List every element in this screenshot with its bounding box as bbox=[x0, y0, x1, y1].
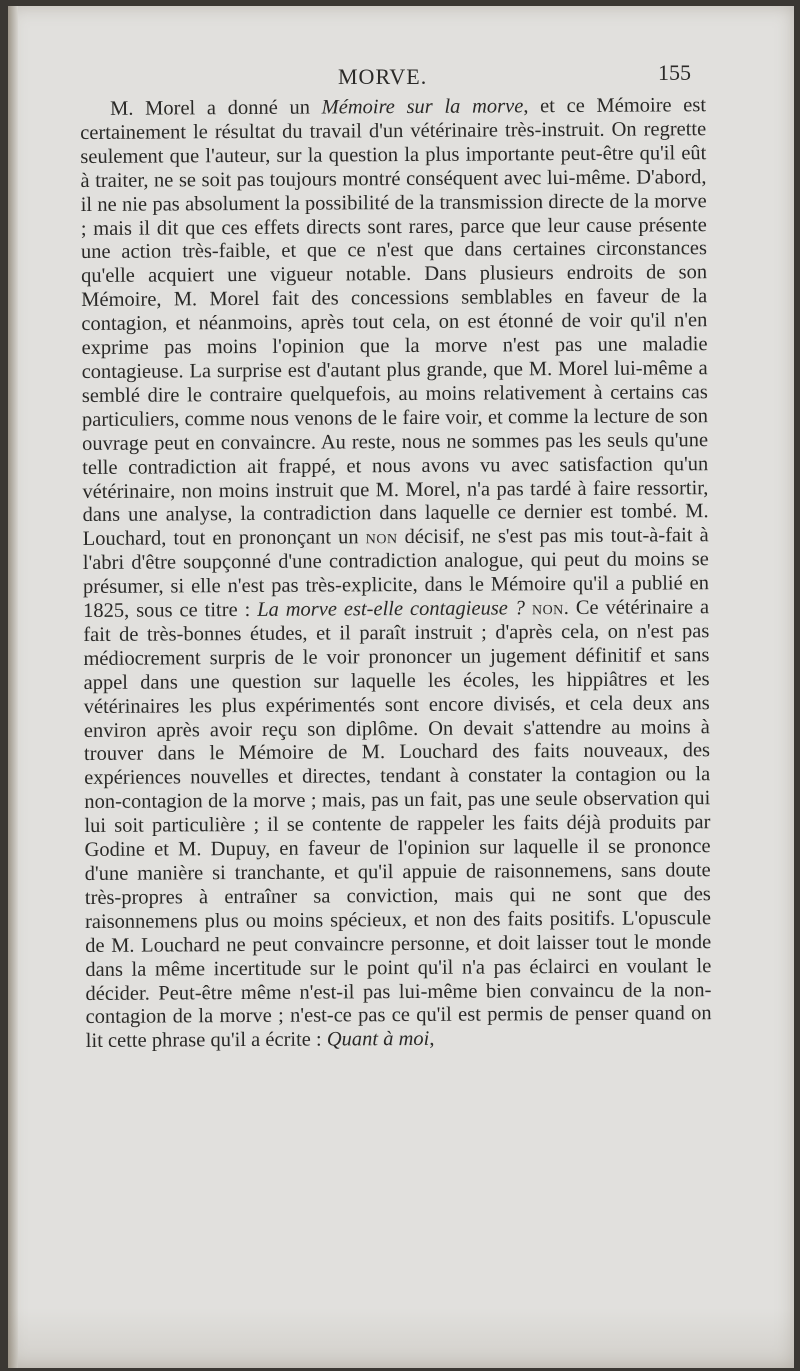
text-run: . Ce vétérinaire a fait de très-bonnes études, et il paraît instruit ; d'après cela, on n'est pas médiocrement surpris de le voir prononcer un jugement définitif et sans appel dans une question sur laquelle les écoles, les hippiâtres et les vétérinaires les plus expérimentés sont encore divisés, et cela deux ans environ après avoir reçu son diplôme. On devait s'attendre au moins à trouver dans le Mémoire de M. Louchard des faits nouveaux, des expériences nouvelles et directes, tendant à constater la contagion ou la non-contagion de la morve ; mais, pas un fait, pas une seule observation qui lui soit particulière ; il se contente de rappeler les faits déjà produits par Godine et M. Dupuy, en faveur de l'opinion sur laquelle il se prononce d'une manière si tranchante, et qu'il appuie de raisonnemens, sans doute très-propres à entraîner sa conviction, mais qui ne sont que des raisonnemens plus ou moins spécieux, et non des faits positifs. L'opuscule de M. Louchard ne peut convaincre personne, et doit laisser tout le monde dans la même incertitude sur le point qu'il n'a pas éclairci en voulant le décider. Peut-être même n'est-il pas lui-même bien convaincu de la non-contagion de la morve ; n'est-ce pas ce qu'il est permis de penser quand on lit cette phrase qu'il a écrite : bbox=[83, 596, 712, 1053]
book-page bbox=[8, 6, 794, 1368]
text-run: décisif, ne s'est pas mis tout-à-fait à l'abri d'être soupçonné d'une contradiction analogue, qui peut du moins se présumer, si elle n'est pas très-explicite, dans le Mémoire qu'il a publié en 1825, sous ce titre : bbox=[82, 524, 710, 623]
page-number: 155 bbox=[658, 60, 691, 85]
small-caps-non: non bbox=[531, 597, 564, 620]
running-head: MORVE. bbox=[338, 64, 428, 89]
italic-title-memoire: Mémoire sur la morve bbox=[321, 95, 524, 119]
text-run: , bbox=[429, 1028, 435, 1051]
page-gutter-edge bbox=[8, 6, 18, 1368]
body-paragraph bbox=[80, 94, 712, 1054]
small-caps-non: non bbox=[365, 526, 398, 549]
italic-quote: Quant à moi bbox=[326, 1028, 430, 1051]
italic-title-louchard: La morve est-elle contagieuse ? bbox=[257, 597, 526, 621]
text-run: , et ce Mémoire est certainement le résultat du travail d'un vétérinaire très-instruit. On regrette seulement que l'auteur, sur la question la plus importante peut-être qu'il eût à traiter, ne se soit pas toujours montré conséquent avec lui-même. D'abord, il ne nie pas absolument la possibilité de la transmission directe de la morve ; mais il dit que ces effets directs sont rares, parce que leur cause présente une action très-faible, et que ce n'est que dans certaines circonstances qu'elle acquiert une vigueur notable. Dans plusieurs endroits de son Mémoire, M. Morel fait des concessions semblables en faveur de la contagion, et néanmoins, après tout cela, on est étonné de voir qu'il n'en exprime pas moins l'opinion que la morve n'est pas une maladie contagieuse. La surprise est d'autant plus grande, que M. Morel lui-même a semblé dire le contraire quelquefois, au moins relativement à certains cas particuliers, comme nous venons de le faire voir, et comme la lecture de son ouvrage peut en convaincre. Au reste, nous ne sommes pas les seuls qu'une telle contradiction ait frappé, et nous avons vu avec satisfaction qu'un vétérinaire, non moins instruit que M. Morel, n'a pas tardé à faire ressortir, dans une analyse, la contradiction dans laquelle ce dernier est tombé. M. Louchard, tout en prononçant un bbox=[80, 94, 709, 551]
text-run: M. Morel a donné un bbox=[109, 96, 322, 120]
page-shadow bbox=[8, 1308, 794, 1368]
